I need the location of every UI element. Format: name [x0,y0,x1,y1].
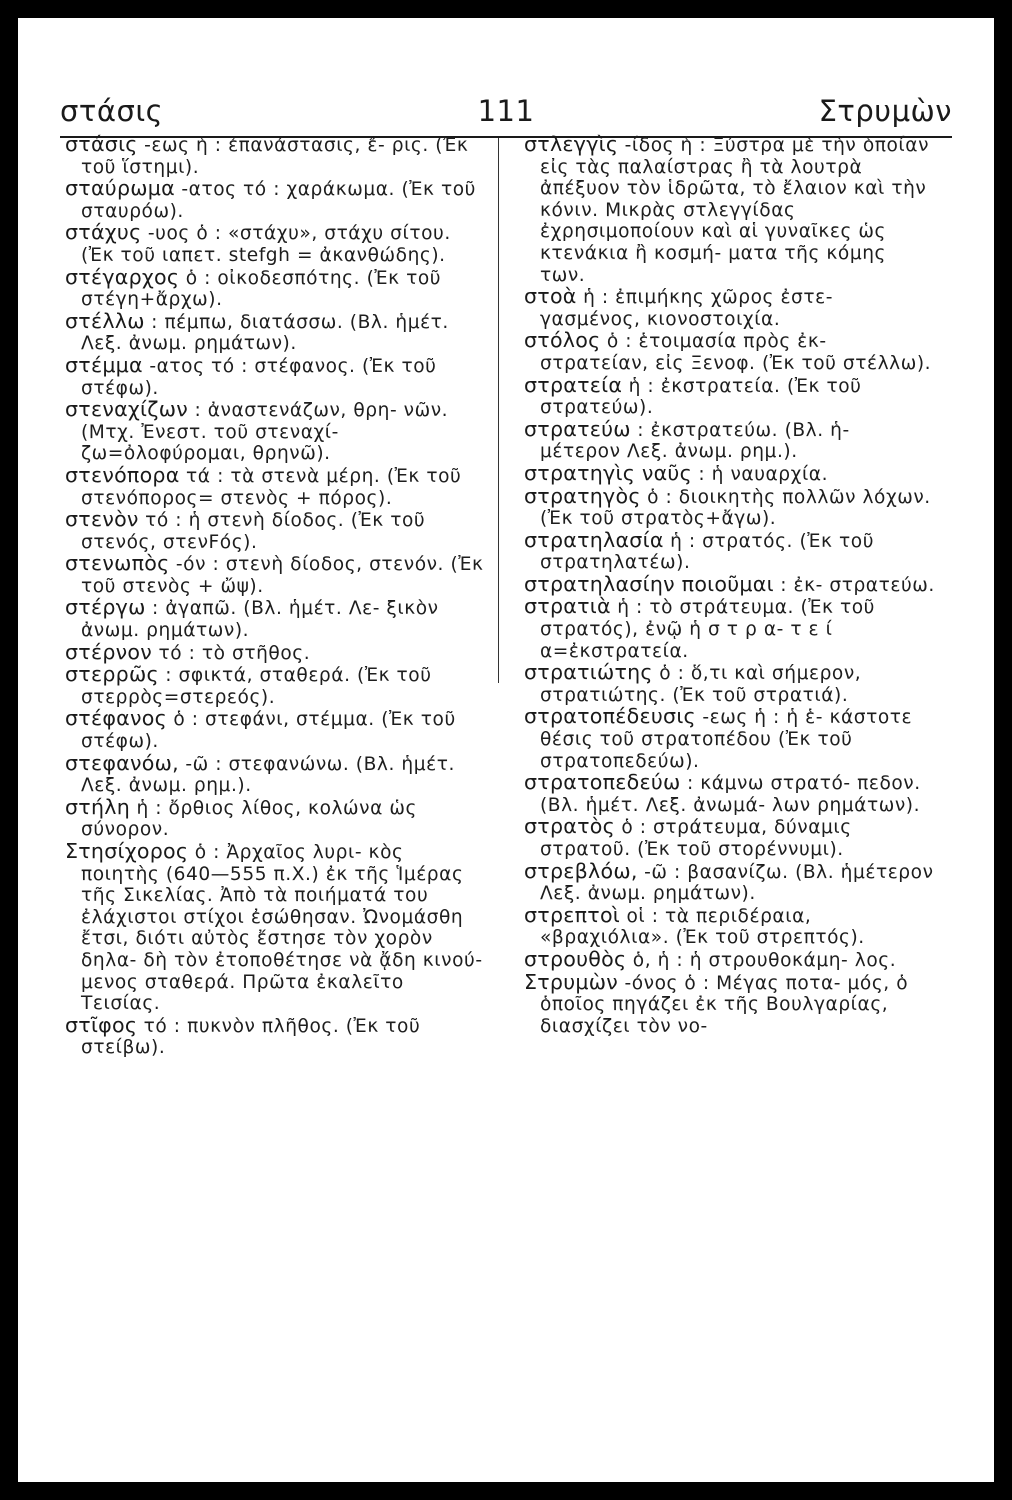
entry-headword: στρατηλασία [524,527,664,552]
dictionary-entry [65,794,488,841]
entry-definition: : κάμνω στρατό- πεδον. (Βλ. ἡμέτ. Λεξ. ἀνωμά- λων ρημάτων). [540,773,921,816]
entry-definition: ὁ : ὅ,τι καὶ σήμερον, στρατιώτης. (Ἐκ τοῦ στρατιά). [540,663,862,706]
dictionary-entry [524,596,936,662]
dictionary-entry [524,662,936,706]
entry-definition: τό : τὸ στῆθος. [152,642,311,664]
entry-definition: : ἐκ- στρατεύω. [773,574,935,596]
right-column [524,134,936,1037]
dictionary-entry [65,178,488,222]
dictionary-page [18,18,994,1482]
entry-definition: -εως ἡ : ἐπανάστασις, ἔ- ρις. (Ἐκ τοῦ ἵστημι). [81,135,469,178]
entry-headword: στῖφος [65,1012,138,1037]
dictionary-entry [524,330,936,374]
entry-headword: στρατοπεδεύω [524,770,681,795]
entry-headword: Στησίχορος [65,839,189,863]
entry-headword: στρατοπέδευσις [524,704,696,729]
dictionary-entry [65,841,488,1015]
entry-definition: : ἐκστρατεύω. (Βλ. ἡ- μέτερον Λεξ. ἀνωμ. ρημ.). [540,419,850,463]
entry-definition: -ῶ : στεφανώνω. (Βλ. ἡμέτ. Λεξ. ἀνωμ. ρημ.). [81,753,455,797]
dictionary-entry [65,509,488,553]
dictionary-entry [65,708,488,752]
dictionary-entry [65,308,488,355]
dictionary-entry [524,969,936,1038]
dictionary-entry [65,639,488,665]
dictionary-entry [65,222,488,266]
dictionary-entry [524,460,936,486]
entry-headword: στέγαρχος [65,264,180,289]
entry-definition: ἡ : στρατός. (Ἐκ τοῦ στρατηλατέω). [540,530,874,574]
entry-headword: στρατιὰ [524,594,611,619]
entry-definition: ὁ : ἑτοιμασία πρὸς ἐκ- στρατείαν, εἰς Ξενοφ. (Ἐκ τοῦ στέλλω). [540,331,932,374]
entry-headword: στέρνον [65,639,153,664]
dictionary-entry [65,553,488,597]
dictionary-entry [524,134,936,286]
entry-definition: : ἀναστενάζων, θρη- νῶν. (Μτχ. Ἐνεστ. τοῦ στεναχί- ζω=ὀλοφύρομαι, θρηνῶ). [81,400,449,465]
column-divider [498,138,499,683]
entry-definition: ὁ, ἡ : ἡ στρουθοκάμη- λος. [626,949,897,971]
entry-definition: ὁ : οἰκοδεσπότης. (Ἐκ τοῦ στέγη+ἄρχω). [81,267,442,311]
entry-definition: -ίδος ἡ : Ξύστρα μὲ τὴν ὁποίαν εἰς τὰς παλαίστρας ἢ τὰ λουτρὰ ἀπέξυον τὸν ἱδρῶτα, τὸ ἔλαιον καὶ τὴν κόνιν. Μικρὰς στλεγγίδας ἐχρησιμοποίουν καὶ αἱ γυναῖκες ὡς κτενάκια ἢ κοσμή- ματα τῆς κόμης των. [540,135,930,286]
entry-headword: στήλη [65,794,130,819]
dictionary-entry [524,772,936,816]
entry-headword: σταύρωμα [65,176,175,201]
entry-definition: : ἀγαπῶ. (Βλ. ἡμέτ. Λε- ξικὸν ἀνωμ. ρημάτων). [81,598,439,642]
entry-headword: στεναχίζων [65,397,188,422]
dictionary-entry [524,372,936,419]
entry-definition: τά : τὰ στενὰ μέρη. (Ἐκ τοῦ στενόπορος= στενὸς + πόρος). [81,465,462,509]
entry-headword: στρατιώτης [524,660,653,685]
header-left-guide-word: στάσις [60,94,164,128]
dictionary-entry [524,527,936,574]
dictionary-entry [65,597,488,641]
entry-headword: στρατηγὶς ναῦς [524,460,692,485]
entry-headword: στενόπορα [65,462,180,487]
dictionary-entry [65,134,488,178]
dictionary-entry [524,571,936,597]
entry-headword: στεφανόω, [65,750,179,775]
entry-definition: : σφικτά, σταθερά. (Ἐκ τοῦ στερρὸς=στερεός). [81,665,432,708]
entry-definition: -όνος ὁ : Μέγας ποτα- μός, ὁ ὁποῖος πηγάζει ἐκ τῆς Βουλγαρίας, διασχίζει τὸν νο- [540,972,909,1037]
entry-definition: τό : ἡ στενὴ δίοδος. (Ἐκ τοῦ στενός, στενϜός). [81,510,426,553]
entry-definition: -όν : στενὴ δίοδος, στενόν. (Ἐκ τοῦ στενὸς + ὤψ). [81,554,484,597]
dictionary-entry [524,286,936,330]
entry-headword: στοὰ [524,284,577,309]
page-header [60,84,952,140]
dictionary-entry [65,352,488,399]
entry-headword: στρατηλασίην ποιοῦμαι [524,571,774,596]
dictionary-entry [524,902,936,949]
header-right-guide-word: Στρυμὼν [818,94,952,128]
entry-definition: -υος ὁ : «στάχυ», στάχυ σίτου. (Ἐκ τοῦ ιαπετ. stefgh = ἀκανθώδης). [81,223,451,266]
entry-definition: ἡ : ἐκστρατεία. (Ἐκ τοῦ στρατεύω). [540,375,862,419]
dictionary-entry [524,946,936,972]
entry-headword: στρεπτοὶ [524,902,621,927]
entry-headword: στάχυς [65,220,142,245]
entry-headword: στέφανος [65,706,167,731]
entry-definition: ὁ : στράτευμα, δύναμις στρατοῦ. (Ἐκ τοῦ στορέννυμι). [540,817,852,860]
entry-headword: στερρῶς [65,662,159,687]
entry-definition: ὁ : διοικητὴς πολλῶν λόχων. (Ἐκ τοῦ στρατὸς+ἄγω). [540,486,931,530]
entry-definition: ὁ : Ἀρχαῖος λυρι- κὸς ποιητὴς (640—555 π.Χ.) ἐκ τῆς Ἱμέρας τῆς Σικελίας. Ἀπὸ τὰ ποιήματά του ἐλάχιστοι στίχοι ἐσώθησαν. Ὠνομάσθη ἔτσι, διότι αὐτὸς ἔστησε τὸν χορὸν δηλα- δὴ τὸν ἐτοποθέτησε νὰ ᾄδη κινού- μενος σταθερά. Πρῶτα ἐκαλεῖτο Τεισίας. [81,842,483,1015]
left-column [65,134,488,1059]
dictionary-entry [524,858,936,905]
entry-definition: : πέμπω, διατάσσω. (Βλ. ἡμέτ. Λεξ. ἀνωμ. ρημάτων). [81,311,449,355]
dictionary-entry [524,483,936,530]
entry-headword: στέμμα [65,352,143,377]
entry-definition: οἱ : τὰ περιδέραια, «βραχιόλια». (Ἐκ τοῦ στρεπτός). [540,905,865,949]
dictionary-entry [65,664,488,708]
entry-headword: στόλος [524,328,601,353]
entry-headword: στέλλω [65,308,145,333]
entry-definition: -ατος τό : χαράκωμα. (Ἐκ τοῦ σταυρόω). [81,179,476,222]
entry-definition: -ῶ : βασανίζω. (Βλ. ἡμέτερον Λεξ. ἀνωμ. ρημάτων). [540,861,934,905]
entry-definition: : ἡ ναυαρχία. [691,463,829,485]
entry-headword: στρουθὸς [524,946,627,971]
entry-definition: -εως ἡ : ἡ ἑ- κάστοτε θέσις τοῦ στρατοπέδου (Ἐκ τοῦ στρατοπεδεύω). [540,707,913,772]
dictionary-entry [65,399,488,465]
dictionary-entry [524,816,936,860]
dictionary-entry [65,264,488,311]
entry-definition: ἡ : ὄρθιος λίθος, κολώνα ὡς σύνορον. [81,797,417,841]
dictionary-entry [65,1012,488,1059]
entry-headword: στενωπὸς [65,551,170,576]
entry-headword: στρατεύω [524,416,631,441]
entry-headword: στάσις [65,132,138,156]
dictionary-entry [65,462,488,509]
entry-definition: τό : πυκνὸν πλῆθος. (Ἐκ τοῦ στείβω). [81,1015,421,1059]
entry-definition: ἡ : ἐπιμήκης χῶρος ἐστε- γασμένος, κιονοστοιχία. [540,287,833,330]
entry-headword: στρεβλόω, [524,858,638,883]
entry-headword: στλεγγὶς [524,132,619,156]
entry-headword: στρατηγὸς [524,483,641,508]
entry-definition: -ατος τό : στέφανος. (Ἐκ τοῦ στέφω). [81,355,437,399]
entry-headword: στρατὸς [524,814,615,839]
page-number: 111 [477,94,535,128]
entry-definition: ἡ : τὸ στράτευμα. (Ἐκ τοῦ στρατός), ἐνῷ ἡ σ τ ρ α- τ ε ί α=ἐκστρατεία. [540,597,875,662]
entry-headword: στέργω [65,595,146,620]
entry-definition: ὁ : στεφάνι, στέμμα. (Ἐκ τοῦ στέφω). [81,709,456,753]
entry-headword: στρατεία [524,372,623,397]
entry-headword: στενὸν [65,507,139,532]
dictionary-entry [524,706,936,772]
dictionary-entry [65,750,488,797]
dictionary-entry [524,416,936,463]
entry-headword: Στρυμὼν [524,969,618,994]
